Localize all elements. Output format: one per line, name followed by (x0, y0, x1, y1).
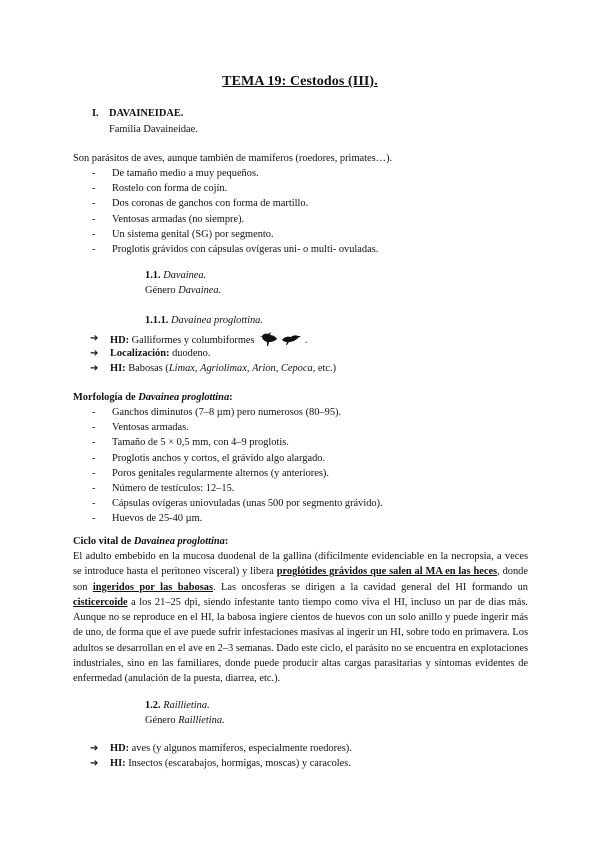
list-item: - Tamaño de 5 × 0,5 mm, con 4–9 proglotis. (92, 435, 383, 450)
subsection-1-1 (145, 268, 206, 283)
hi-post: , etc.) (312, 363, 337, 375)
arrow-icon: ➔ (90, 363, 99, 375)
genus-prefix: Género (145, 285, 176, 296)
subsection-number: 1.1.1. (145, 315, 169, 326)
list-item: - Proglotis anchos y cortos, el grávido algo alargado. (92, 451, 383, 466)
ciclo-paragraph: El adulto embebido en la mucosa duodenal de la gallina (difícilmente evidenciable en la necropsia, a veces se introduce hasta el peritoneo visceral) y libera proglótides grávidos que salen al MA en las heces, donde son ingeridos por las babosas. Las oncosferas se dirigen a la cavidad general del HI formando un cisticercoide a los 21–25 dpi, siendo infestante tanto tiempo como viva el HI, incluso un par de días más. Aunque no se reproduce en el HI, la babosa ingiere cientos de huevos con un solo anillo y puede ingerir más de uno, de forma que el ave puede sufrir infestaciones masivas al ingerir un HI, sobre todo en primavera. Los adultos se desarrollan en el ave en 2–3 semanas. Dado este ciclo, el parásito no se encuentra en explotaciones industriales, sino en las familiares, donde puede producir altas cargas parasitarias y síntomas evidentes de enfermedad (anulación de la puesta, diarrea, etc.). (73, 551, 528, 685)
hi-item (90, 756, 352, 771)
list-item: - De tamaño medio a muy pequeños. (92, 166, 378, 181)
hd-text: aves (y algunos mamíferos, especialmente roedores). (131, 743, 352, 754)
list-item: - Ganchos diminutos (7–8 µm) pero numerosos (80–95). (92, 405, 383, 420)
list-item: - Poros genitales regularmente alternos (y anteriores). (92, 466, 383, 481)
bold-phrase: cisticercoide (73, 596, 128, 608)
hi-species: Agriolimax (200, 363, 247, 375)
chicken-icon (260, 331, 302, 347)
list-item: - Número de testículos: 12–15. (92, 481, 383, 496)
genus-line-raillietina (145, 713, 225, 728)
bold-phrase: ingeridos por las babosas (92, 581, 213, 593)
arrow-icon: ➔ (90, 743, 99, 754)
family-line (109, 122, 198, 137)
hi-species: Limax (168, 363, 195, 375)
list-item: - Huevos de 25-40 µm. (92, 511, 383, 526)
intro-list (92, 166, 378, 257)
subsection-number: 1.2. (145, 700, 161, 711)
hi-species: Cepoca (280, 363, 313, 375)
hi-item: ➔ HI: Babosas (Limax, Agriolimax, Arion, Cepoca, etc.) (90, 361, 336, 376)
list-item: - Ventosas armadas (no siempre). (92, 212, 378, 227)
hd-item (90, 331, 336, 346)
davainea-host-list (90, 331, 336, 377)
genus-line-davainea (145, 283, 221, 298)
hd-label: HD: (110, 335, 130, 346)
list-item: - Dos coronas de ganchos con forma de martillo. (92, 196, 378, 211)
loc-text: duodeno. (172, 348, 211, 360)
hd-text: Galliformes y columbiformes (131, 335, 255, 346)
subsection-name: Raillietina. (163, 700, 210, 711)
arrow-icon: ➔ (90, 758, 99, 770)
hi-text: Insectos (escarabajos, hormigas, moscas) y caracoles. (128, 758, 351, 770)
hd-label: HD: (110, 743, 130, 754)
hi-pre: Babosas ( (128, 363, 169, 375)
list-item: - Rostelo con forma de cojín. (92, 181, 378, 196)
morfologia-heading: Morfología de Davainea proglottina: (73, 392, 233, 403)
subsection-name: Davainea. (163, 270, 207, 281)
intro-text: Son parásitos de aves, aunque también de mamíferos (roedores, primates…). (73, 153, 393, 164)
hd-suffix: . (304, 335, 308, 346)
genus-name: Raillietina. (178, 715, 225, 726)
genus-prefix: Género (145, 715, 176, 726)
list-item: - Un sistema genital (SG) por segmento. (92, 227, 378, 242)
section-number: I. (92, 108, 99, 119)
genus-name: Davainea. (178, 285, 222, 296)
family-prefix: Familia (109, 124, 141, 135)
list-item: - Proglotis grávidos con cápsulas ovígeras uni- o multi- ovuladas. (92, 242, 378, 257)
family-name: Davaineidae. (143, 124, 198, 135)
hi-species: Arion (252, 363, 276, 375)
page-title: TEMA 19: Cestodos (III). (222, 74, 378, 89)
raillietina-host-list (90, 741, 352, 771)
subsection-name: Davainea proglottina. (171, 315, 263, 326)
loc-label: Localización: (110, 348, 170, 360)
ciclo-heading: Ciclo vital de Davainea proglottina: (73, 536, 229, 547)
morfologia-list (92, 405, 383, 527)
hi-label: HI: (110, 363, 126, 375)
list-item: - Cápsulas ovígeras uniovuladas (unas 500 por segmento grávido). (92, 496, 383, 511)
subsection-1-1-1 (145, 313, 263, 328)
localizacion-item (90, 346, 336, 361)
subsection-1-2 (145, 698, 210, 713)
subsection-number: 1.1. (145, 270, 161, 281)
bold-phrase: proglótides grávidos que salen al MA en las heces (276, 566, 498, 578)
arrow-icon: ➔ (90, 333, 99, 344)
arrow-icon: ➔ (90, 348, 99, 360)
section-heading: DAVAINEIDAE. (109, 108, 184, 119)
hi-label: HI: (110, 758, 126, 770)
list-item: - Ventosas armadas. (92, 420, 383, 435)
hd-item (90, 741, 352, 756)
